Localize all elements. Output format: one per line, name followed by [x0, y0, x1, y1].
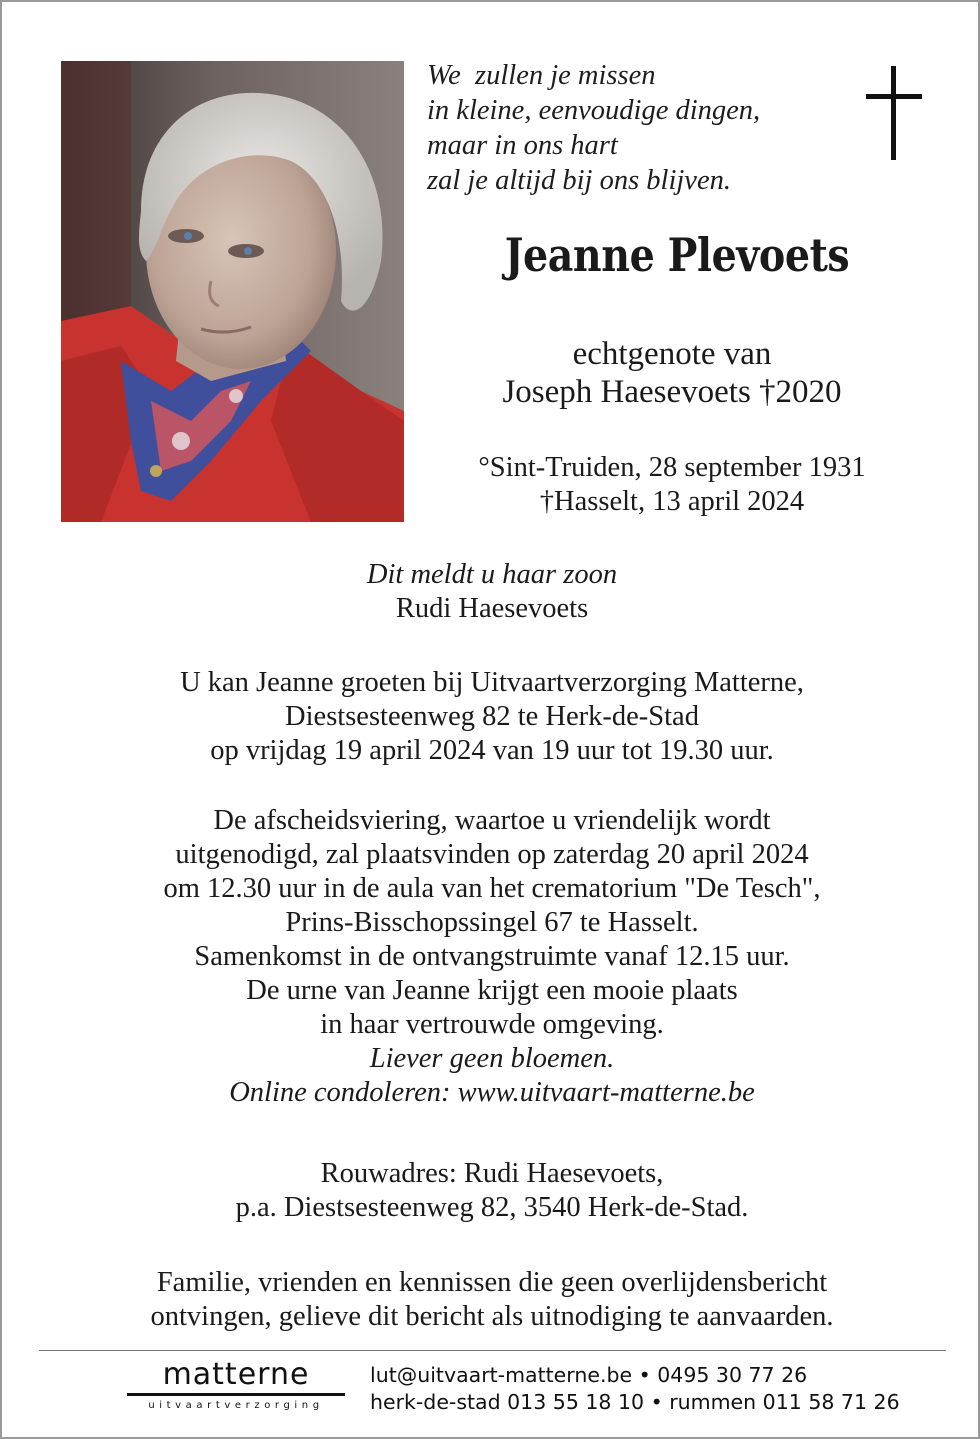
poem-line: in kleine, eenvoudige dingen, [427, 95, 761, 126]
footer-divider [39, 1350, 946, 1351]
visitation-line: Diestsesteenweg 82 te Herk-de-Stad [285, 701, 699, 732]
logo-name: matterne [162, 1357, 310, 1392]
matterne-logo [127, 1358, 345, 1411]
visitation-line: U kan Jeanne groeten bij Uitvaartverzorging Matterne, [180, 667, 804, 698]
life-dates [422, 451, 922, 519]
spouse-info [432, 335, 912, 411]
logo-subtitle: uitvaartverzorging [148, 1400, 324, 1411]
closing-line: Familie, vrienden en kennissen die geen overlijdensbericht [156, 1267, 828, 1298]
announcer-name: Rudi Haesevoets [395, 593, 589, 624]
ceremony-line: Prins-Bisschopssingel 67 te Hasselt. [285, 907, 699, 938]
deceased-name: Jeanne Plevoets [504, 228, 850, 282]
ceremony-info [22, 804, 962, 1110]
poem-line: maar in ons hart [427, 130, 618, 161]
poem-line: We zullen je missen [427, 60, 656, 91]
logo-underline [127, 1393, 345, 1396]
portrait-photo [61, 61, 404, 522]
portrait-illustration [61, 61, 404, 522]
visitation-line: op vrijdag 19 april 2024 van 19 uur tot 19.30 uur. [210, 735, 774, 766]
closing-line: ontvingen, gelieve dit bericht als uitnodiging te aanvaarden. [150, 1301, 834, 1332]
online-condolence-link[interactable]: Online condoleren: www.uitvaart-matterne.be [229, 1077, 755, 1108]
address-line: Rouwadres: Rudi Haesevoets, [320, 1158, 664, 1189]
mourning-address [22, 1157, 962, 1225]
ceremony-line: uitgenodigd, zal plaatsvinden op zaterdag 20 april 2024 [175, 839, 809, 870]
contact-info [370, 1362, 930, 1416]
address-line: p.a. Diestsesteenweg 82, 3540 Herk-de-Stad. [235, 1192, 749, 1223]
poem-line: zal je altijd bij ons blijven. [427, 165, 731, 196]
visitation-info [22, 666, 962, 768]
birth-date: °Sint-Truiden, 28 september 1931 [478, 452, 866, 483]
ceremony-line: De afscheidsviering, waartoe u vriendelijk wordt [213, 805, 771, 836]
announcement-line: Dit meldt u haar zoon [366, 559, 618, 590]
spouse-name: Joseph Haesevoets †2020 [502, 374, 842, 410]
latin-cross-icon [866, 66, 922, 166]
memorial-poem [427, 58, 847, 198]
contact-email-phone[interactable]: lut@uitvaart-matterne.be • 0495 30 77 26 [370, 1363, 808, 1387]
announcement [22, 558, 962, 626]
no-flowers-note: Liever geen bloemen. [369, 1043, 615, 1074]
ceremony-line: Samenkomst in de ontvangstruimte vanaf 12.15 uur. [194, 941, 790, 972]
spouse-relation: echtgenote van [572, 336, 772, 372]
contact-phones[interactable]: herk-de-stad 013 55 18 10 • rummen 011 58 71 26 [370, 1390, 900, 1414]
ceremony-line: in haar vertrouwde omgeving. [320, 1009, 664, 1040]
closing-note [22, 1266, 962, 1334]
death-date: †Hasselt, 13 april 2024 [539, 486, 805, 517]
ceremony-line: om 12.30 uur in de aula van het crematorium "De Tesch", [163, 873, 821, 904]
ceremony-line: De urne van Jeanne krijgt een mooie plaats [246, 975, 738, 1006]
